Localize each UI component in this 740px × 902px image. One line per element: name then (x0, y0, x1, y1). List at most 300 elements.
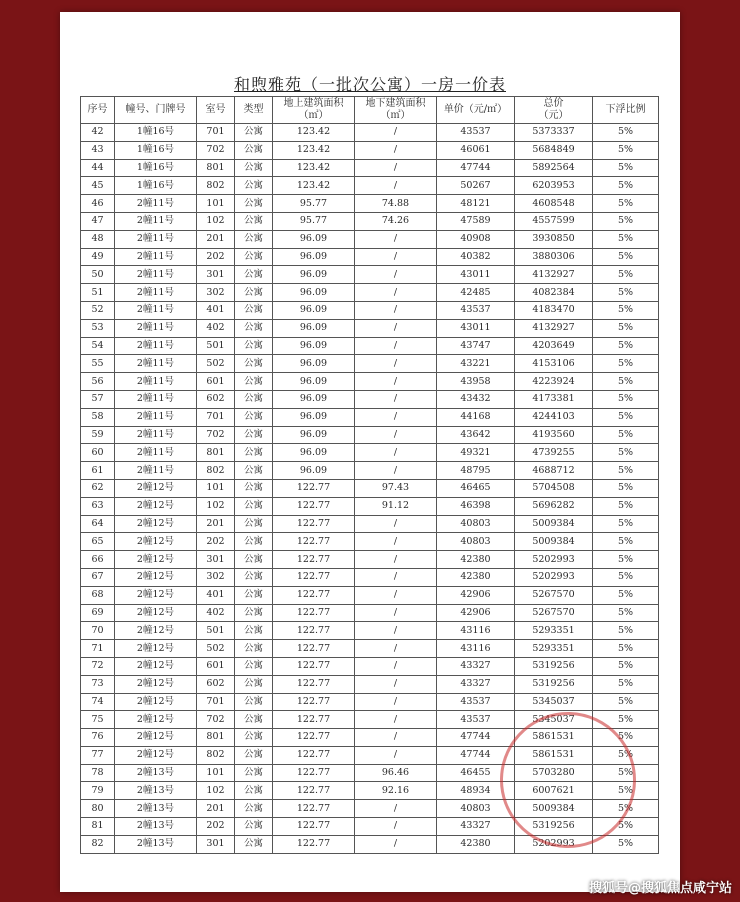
table-cell: 5009384 (515, 515, 593, 533)
table-cell: / (355, 124, 437, 142)
table-cell: 202 (197, 818, 235, 836)
table-cell: 802 (197, 746, 235, 764)
table-row (81, 444, 659, 462)
table-cell: 5% (593, 640, 659, 658)
table-cell: 96.09 (273, 266, 355, 284)
table-cell: 60 (81, 444, 115, 462)
table-cell: 5% (593, 693, 659, 711)
table-cell: 43327 (437, 818, 515, 836)
table-cell: 5267570 (515, 604, 593, 622)
table-cell: 44 (81, 159, 115, 177)
table-cell: 4557599 (515, 212, 593, 230)
table-cell: 公寓 (235, 212, 273, 230)
table-cell: 96.09 (273, 390, 355, 408)
table-cell: 5009384 (515, 800, 593, 818)
table-cell: 公寓 (235, 604, 273, 622)
table-cell: 5696282 (515, 497, 593, 515)
table-cell: / (355, 657, 437, 675)
table-cell: 公寓 (235, 177, 273, 195)
table-cell: 201 (197, 230, 235, 248)
table-cell: 5% (593, 124, 659, 142)
table-cell: 4153106 (515, 355, 593, 373)
table-cell: 公寓 (235, 568, 273, 586)
table-row (81, 159, 659, 177)
table-cell: 46 (81, 195, 115, 213)
table-row (81, 141, 659, 159)
table-cell: 201 (197, 800, 235, 818)
table-cell: 49 (81, 248, 115, 266)
table-cell: 302 (197, 284, 235, 302)
table-cell: 1幢16号 (115, 124, 197, 142)
table-cell: 2幢12号 (115, 640, 197, 658)
table-cell: 43011 (437, 319, 515, 337)
table-row (81, 586, 659, 604)
table-cell: 公寓 (235, 230, 273, 248)
table-cell: 2幢12号 (115, 746, 197, 764)
table-cell: 122.77 (273, 640, 355, 658)
table-cell: 公寓 (235, 355, 273, 373)
table-cell: 301 (197, 835, 235, 853)
table-cell: 45 (81, 177, 115, 195)
table-cell: 40803 (437, 533, 515, 551)
table-row (81, 408, 659, 426)
table-cell: 公寓 (235, 693, 273, 711)
table-cell: 2幢11号 (115, 284, 197, 302)
table-cell: 5% (593, 568, 659, 586)
table-cell: 123.42 (273, 177, 355, 195)
table-row (81, 337, 659, 355)
table-row (81, 177, 659, 195)
watermark: 搜狐号@搜狐焦点咸宁站 (588, 881, 732, 896)
table-cell: / (355, 266, 437, 284)
table-cell: 50267 (437, 177, 515, 195)
table-cell: 公寓 (235, 533, 273, 551)
table-cell: 54 (81, 337, 115, 355)
table-cell: / (355, 177, 437, 195)
table-cell: 97.43 (355, 479, 437, 497)
table-cell: / (355, 586, 437, 604)
table-cell: 2幢11号 (115, 248, 197, 266)
table-cell: 96.09 (273, 444, 355, 462)
table-cell: 101 (197, 764, 235, 782)
table-cell: 73 (81, 675, 115, 693)
table-cell: 5% (593, 586, 659, 604)
table-cell: 公寓 (235, 248, 273, 266)
table-cell: 5202993 (515, 568, 593, 586)
table-cell: 122.77 (273, 729, 355, 747)
table-cell: 2幢12号 (115, 533, 197, 551)
table-cell: 701 (197, 408, 235, 426)
table-cell: / (355, 319, 437, 337)
table-cell: 122.77 (273, 533, 355, 551)
table-cell: 122.77 (273, 515, 355, 533)
table-cell: 5% (593, 497, 659, 515)
table-cell: 601 (197, 373, 235, 391)
table-cell: 81 (81, 818, 115, 836)
table-cell: 公寓 (235, 337, 273, 355)
table-cell: / (355, 390, 437, 408)
table-cell: 3930850 (515, 230, 593, 248)
table-cell: 5202993 (515, 551, 593, 569)
table-cell: 502 (197, 355, 235, 373)
table-cell: 2幢13号 (115, 782, 197, 800)
table-cell: 58 (81, 408, 115, 426)
table-cell: 5345037 (515, 711, 593, 729)
table-cell: 701 (197, 124, 235, 142)
table-cell: 2幢12号 (115, 711, 197, 729)
table-cell: 801 (197, 444, 235, 462)
table-cell: 公寓 (235, 622, 273, 640)
table-cell: 公寓 (235, 586, 273, 604)
table-cell: 公寓 (235, 124, 273, 142)
table-row (81, 426, 659, 444)
table-cell: 2幢11号 (115, 373, 197, 391)
table-cell: 2幢12号 (115, 657, 197, 675)
table-cell: 49321 (437, 444, 515, 462)
table-cell: 46465 (437, 479, 515, 497)
table-cell: 5% (593, 462, 659, 480)
table-cell: 4608548 (515, 195, 593, 213)
table-cell: 65 (81, 533, 115, 551)
table-cell: 5293351 (515, 622, 593, 640)
table-cell: 2幢13号 (115, 764, 197, 782)
table-cell: 公寓 (235, 408, 273, 426)
table-cell: 42906 (437, 586, 515, 604)
table-cell: 46061 (437, 141, 515, 159)
table-cell: 43642 (437, 426, 515, 444)
table-cell: 5% (593, 230, 659, 248)
table-cell: 48121 (437, 195, 515, 213)
table-cell: 6203953 (515, 177, 593, 195)
table-cell: 122.77 (273, 835, 355, 853)
table-cell: 44168 (437, 408, 515, 426)
table-cell: 5373337 (515, 124, 593, 142)
table-cell: 96.09 (273, 230, 355, 248)
table-cell: 2幢12号 (115, 568, 197, 586)
table-cell: 5% (593, 426, 659, 444)
table-cell: 501 (197, 622, 235, 640)
table-cell: / (355, 337, 437, 355)
table-row (81, 390, 659, 408)
table-cell: 78 (81, 764, 115, 782)
table-cell: / (355, 462, 437, 480)
table-row (81, 124, 659, 142)
table-cell: 96.09 (273, 373, 355, 391)
table-cell: 59 (81, 426, 115, 444)
table-row (81, 551, 659, 569)
table-cell: 3880306 (515, 248, 593, 266)
table-cell: / (355, 408, 437, 426)
table-cell: 96.09 (273, 408, 355, 426)
table-cell: 公寓 (235, 764, 273, 782)
table-cell: 91.12 (355, 497, 437, 515)
table-cell: 95.77 (273, 195, 355, 213)
table-cell: 601 (197, 657, 235, 675)
table-cell: / (355, 230, 437, 248)
table-row (81, 462, 659, 480)
table-cell: 5684849 (515, 141, 593, 159)
table-cell: 48795 (437, 462, 515, 480)
table-cell: 公寓 (235, 479, 273, 497)
table-cell: 801 (197, 729, 235, 747)
table-cell: 5% (593, 533, 659, 551)
table-cell: 602 (197, 675, 235, 693)
table-cell: 122.77 (273, 551, 355, 569)
table-cell: / (355, 141, 437, 159)
table-cell: 101 (197, 479, 235, 497)
table-cell: 96.09 (273, 426, 355, 444)
table-cell: 公寓 (235, 729, 273, 747)
table-cell: 122.77 (273, 800, 355, 818)
table-cell: 96.09 (273, 462, 355, 480)
table-cell: 43116 (437, 622, 515, 640)
table-cell: 公寓 (235, 266, 273, 284)
table-cell: 4223924 (515, 373, 593, 391)
table-cell: / (355, 426, 437, 444)
table-cell: 43327 (437, 657, 515, 675)
table-cell: 72 (81, 657, 115, 675)
table-cell: 5% (593, 622, 659, 640)
column-header: 幢号、门牌号 (115, 97, 197, 124)
table-row (81, 195, 659, 213)
table-row (81, 479, 659, 497)
table-cell: 4132927 (515, 319, 593, 337)
table-cell: 2幢11号 (115, 301, 197, 319)
table-cell: 5% (593, 141, 659, 159)
table-cell: 5% (593, 657, 659, 675)
table-cell: 43747 (437, 337, 515, 355)
table-cell: 67 (81, 568, 115, 586)
table-cell: 43432 (437, 390, 515, 408)
table-cell: 5% (593, 355, 659, 373)
table-cell: 公寓 (235, 426, 273, 444)
table-cell: 5892564 (515, 159, 593, 177)
table-cell: 5% (593, 782, 659, 800)
table-row (81, 515, 659, 533)
table-cell: 102 (197, 497, 235, 515)
table-cell: 2幢11号 (115, 390, 197, 408)
table-cell: 5% (593, 390, 659, 408)
table-cell: 5% (593, 729, 659, 747)
table-cell: 43537 (437, 301, 515, 319)
table-cell: 96.09 (273, 337, 355, 355)
table-cell: 55 (81, 355, 115, 373)
table-row (81, 301, 659, 319)
table-cell: 5% (593, 248, 659, 266)
table-cell: 96.09 (273, 248, 355, 266)
table-cell: 公寓 (235, 159, 273, 177)
table-cell: 2幢11号 (115, 337, 197, 355)
table-cell: 2幢12号 (115, 515, 197, 533)
table-cell: 43537 (437, 711, 515, 729)
table-cell: 64 (81, 515, 115, 533)
table-cell: 56 (81, 373, 115, 391)
table-cell: 40803 (437, 515, 515, 533)
column-header: 类型 (235, 97, 273, 124)
table-cell: 6007621 (515, 782, 593, 800)
table-row (81, 230, 659, 248)
table-cell: 2幢11号 (115, 319, 197, 337)
table-cell: 5% (593, 800, 659, 818)
table-cell: 95.77 (273, 212, 355, 230)
table-cell: 53 (81, 319, 115, 337)
table-cell: 5267570 (515, 586, 593, 604)
table-cell: 122.77 (273, 711, 355, 729)
table-cell: 96.09 (273, 284, 355, 302)
table-cell: 122.77 (273, 657, 355, 675)
table-cell: 75 (81, 711, 115, 729)
table-cell: 2幢11号 (115, 355, 197, 373)
table-cell: 102 (197, 212, 235, 230)
table-cell: 401 (197, 586, 235, 604)
table-cell: 47 (81, 212, 115, 230)
table-cell: 96.09 (273, 355, 355, 373)
table-row (81, 568, 659, 586)
table-cell: / (355, 604, 437, 622)
table-cell: / (355, 800, 437, 818)
table-cell: 301 (197, 551, 235, 569)
table-cell: 123.42 (273, 124, 355, 142)
table-cell: 公寓 (235, 675, 273, 693)
table-cell: 5% (593, 746, 659, 764)
table-cell: 62 (81, 479, 115, 497)
table-cell: / (355, 551, 437, 569)
table-cell: 公寓 (235, 800, 273, 818)
table-cell: 122.77 (273, 764, 355, 782)
table-cell: 401 (197, 301, 235, 319)
table-cell: 5% (593, 444, 659, 462)
table-cell: 40908 (437, 230, 515, 248)
table-cell: 202 (197, 533, 235, 551)
table-cell: 51 (81, 284, 115, 302)
table-cell: 1幢16号 (115, 159, 197, 177)
table-cell: 71 (81, 640, 115, 658)
table-cell: 2幢11号 (115, 212, 197, 230)
table-cell: / (355, 622, 437, 640)
table-cell: 2幢11号 (115, 426, 197, 444)
table-cell: 74 (81, 693, 115, 711)
table-cell: 5319256 (515, 657, 593, 675)
table-cell: 96.46 (355, 764, 437, 782)
table-cell: 122.77 (273, 497, 355, 515)
table-cell: / (355, 284, 437, 302)
document-page (60, 12, 680, 892)
table-header-row (81, 97, 659, 124)
table-cell: 5% (593, 675, 659, 693)
table-row (81, 248, 659, 266)
table-cell: / (355, 533, 437, 551)
table-cell: 2幢11号 (115, 230, 197, 248)
table-cell: / (355, 159, 437, 177)
table-cell: 2幢11号 (115, 195, 197, 213)
table-row (81, 284, 659, 302)
table-cell: 402 (197, 319, 235, 337)
table-cell: 122.77 (273, 479, 355, 497)
table-cell: 43958 (437, 373, 515, 391)
table-cell: 公寓 (235, 711, 273, 729)
table-cell: 69 (81, 604, 115, 622)
table-cell: / (355, 568, 437, 586)
table-cell: 5% (593, 604, 659, 622)
table-cell: 122.77 (273, 568, 355, 586)
table-cell: 2幢13号 (115, 835, 197, 853)
table-cell: 40382 (437, 248, 515, 266)
table-cell: 2幢12号 (115, 675, 197, 693)
table-cell: 4082384 (515, 284, 593, 302)
table-cell: 50 (81, 266, 115, 284)
table-cell: / (355, 729, 437, 747)
table-cell: / (355, 301, 437, 319)
table-cell: 5% (593, 551, 659, 569)
table-cell: 102 (197, 782, 235, 800)
table-row (81, 657, 659, 675)
table-cell: 4173381 (515, 390, 593, 408)
table-cell: 92.16 (355, 782, 437, 800)
table-cell: 4132927 (515, 266, 593, 284)
table-cell: 42380 (437, 551, 515, 569)
table-cell: 47744 (437, 729, 515, 747)
table-cell: 5% (593, 337, 659, 355)
table-cell: 702 (197, 426, 235, 444)
table-row (81, 604, 659, 622)
column-header: 单价（元/㎡） (437, 97, 515, 124)
table-cell: 82 (81, 835, 115, 853)
table-cell: 5% (593, 284, 659, 302)
table-cell: 801 (197, 159, 235, 177)
table-cell: 5% (593, 408, 659, 426)
table-cell: 501 (197, 337, 235, 355)
table-cell: 43537 (437, 124, 515, 142)
table-cell: 43327 (437, 675, 515, 693)
table-cell: 122.77 (273, 782, 355, 800)
table-cell: 4193560 (515, 426, 593, 444)
table-cell: 4183470 (515, 301, 593, 319)
table-cell: 402 (197, 604, 235, 622)
table-cell: / (355, 355, 437, 373)
table-cell: 43 (81, 141, 115, 159)
table-row (81, 533, 659, 551)
table-cell: 公寓 (235, 301, 273, 319)
column-header: 总价 （元） (515, 97, 593, 124)
table-cell: 77 (81, 746, 115, 764)
table-cell: 47744 (437, 746, 515, 764)
table-cell: / (355, 835, 437, 853)
table-cell: 1幢16号 (115, 177, 197, 195)
table-cell: 公寓 (235, 835, 273, 853)
table-cell: 5703280 (515, 764, 593, 782)
table-cell: 101 (197, 195, 235, 213)
table-cell: 2幢12号 (115, 604, 197, 622)
table-cell: 2幢12号 (115, 551, 197, 569)
table-cell: 96.09 (273, 319, 355, 337)
table-cell: 702 (197, 711, 235, 729)
table-row (81, 373, 659, 391)
table-cell: 2幢12号 (115, 622, 197, 640)
table-cell: 42380 (437, 835, 515, 853)
page-title: 和煦雅苑（一批次公寓）一房一价表 (233, 75, 506, 94)
table-cell: / (355, 746, 437, 764)
table-cell: 公寓 (235, 390, 273, 408)
table-cell: 5% (593, 835, 659, 853)
table-cell: 公寓 (235, 515, 273, 533)
table-cell: 502 (197, 640, 235, 658)
table-cell: 2幢11号 (115, 462, 197, 480)
table-cell: 公寓 (235, 657, 273, 675)
table-cell: 公寓 (235, 373, 273, 391)
table-cell: 46398 (437, 497, 515, 515)
table-cell: 43116 (437, 640, 515, 658)
table-cell: 公寓 (235, 818, 273, 836)
